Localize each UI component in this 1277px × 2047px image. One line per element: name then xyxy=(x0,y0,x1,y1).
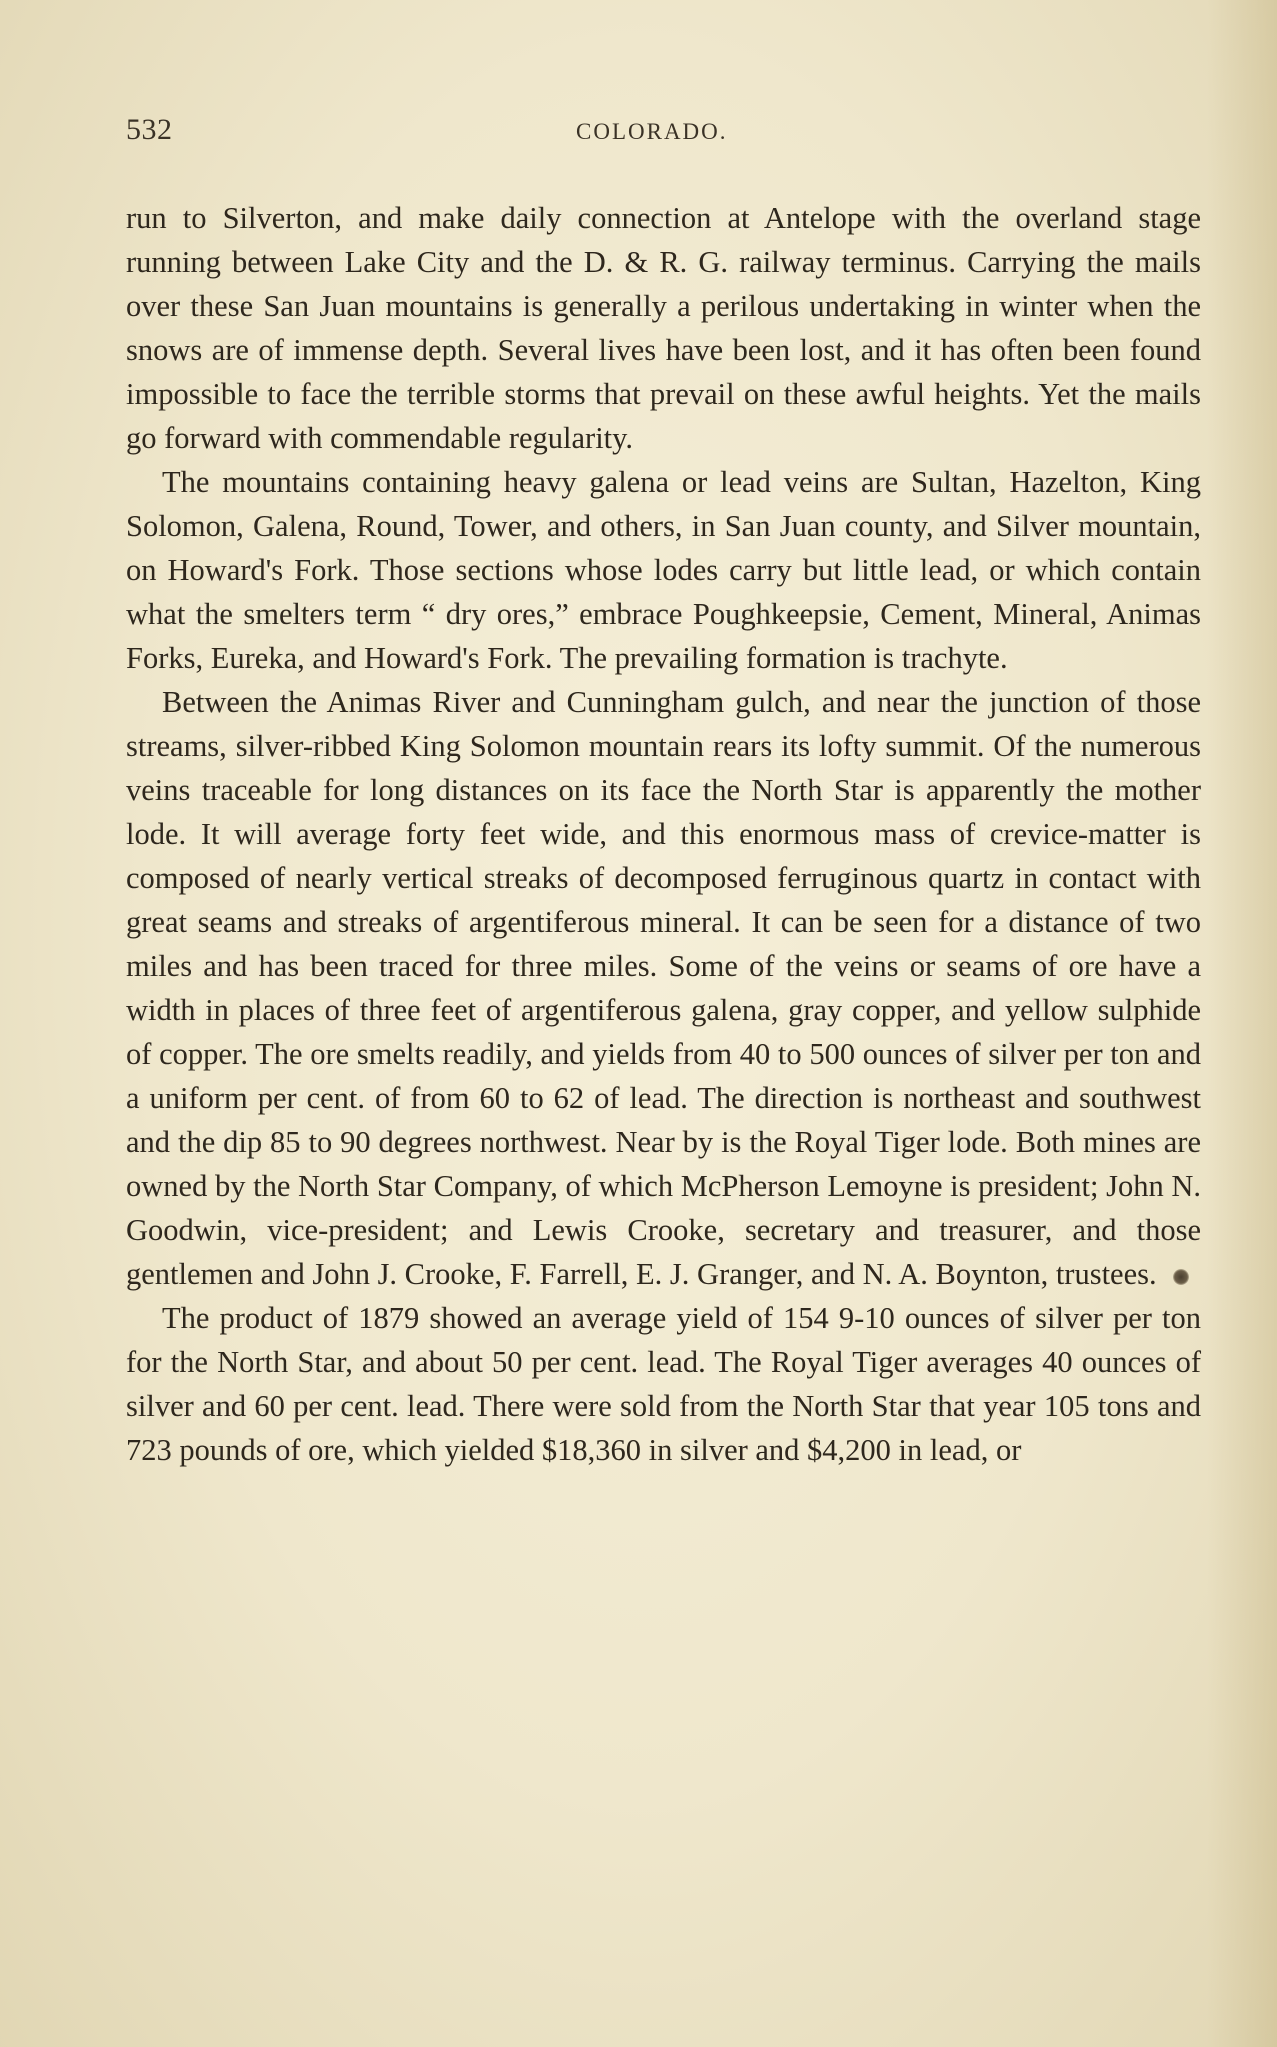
page-edge-shadow xyxy=(1207,0,1277,2047)
paragraph-1: run to Silverton, and make daily connection at Antelope with the overland stage running between Lake City and the D. & R. G. railway terminus. Carrying the mails over these San Juan mountains is generally a perilous undertaking in winter when the snows are of immense depth. Several lives have been lost, and it has often been found impossible to face the terrible storms that prevail on these awful heights. Yet the mails go forward with commendable regularity. xyxy=(126,201,1201,455)
paragraph-4: The product of 1879 showed an average yield of 154 9-10 ounces of silver per ton for the North Star, and about 50 per cent. lead. The Royal Tiger averages 40 ounces of silver and 60 per cent. lead. There were sold from the North Star that year 105 tons and 723 pounds of ore, which yielded $18,360 in silver and $4,200 in lead, or xyxy=(126,1301,1201,1467)
paragraph-3-text: Between the Animas River and Cunningham gulch, and near the junction of those streams, silver-ribbed King Solomon mountain rears its lofty summit. Of the numerous veins traceable for long distances on its face the North Star is apparently the mother lode. It will average forty feet wide, and this enormous mass of crevice-matter is composed of nearly vertical streaks of decomposed ferruginous quartz in contact with great seams and streaks of argentiferous mineral. It can be seen for a distance of two miles and has been traced for three miles. Some of the veins or seams of ore have a width in places of three feet of argentiferous galena, gray copper, and yellow sulphide of copper. The ore smelts readily, and yields from 40 to 500 ounces of silver per ton and a uniform per cent. of from 60 to 62 of lead. The direction is northeast and southwest and the dip 85 to 90 degrees northwest. Near by is the Royal Tiger lode. Both mines are owned by the North Star Company, of which McPherson Lemoyne is president; John N. Goodwin, vice-president; and Lewis Crooke, secretary and treasurer, and those gentlemen and John J. Crooke, F. Farrell, E. J. Granger, and N. A. Boynton, trustees. xyxy=(126,685,1201,1291)
body-text xyxy=(126,196,1201,1472)
page-number: 532 xyxy=(126,113,173,146)
paragraph-2: The mountains containing heavy galena or lead veins are Sultan, Hazelton, King Solomon, Galena, Round, Tower, and others, in San Juan county, and Silver mountain, on Howard's Fork. Those sections whose lodes carry but little lead, or which contain what the smelters term “ dry ores,” embrace Poughkeepsie, Cement, Mineral, Animas Forks, Eureka, and Howard's Fork. The prevailing formation is trachyte. xyxy=(126,465,1201,675)
running-head xyxy=(126,113,1201,153)
paragraph-3 xyxy=(126,680,1201,1296)
ink-blot-icon xyxy=(1173,1269,1189,1285)
running-title: COLORADO. xyxy=(576,119,728,144)
